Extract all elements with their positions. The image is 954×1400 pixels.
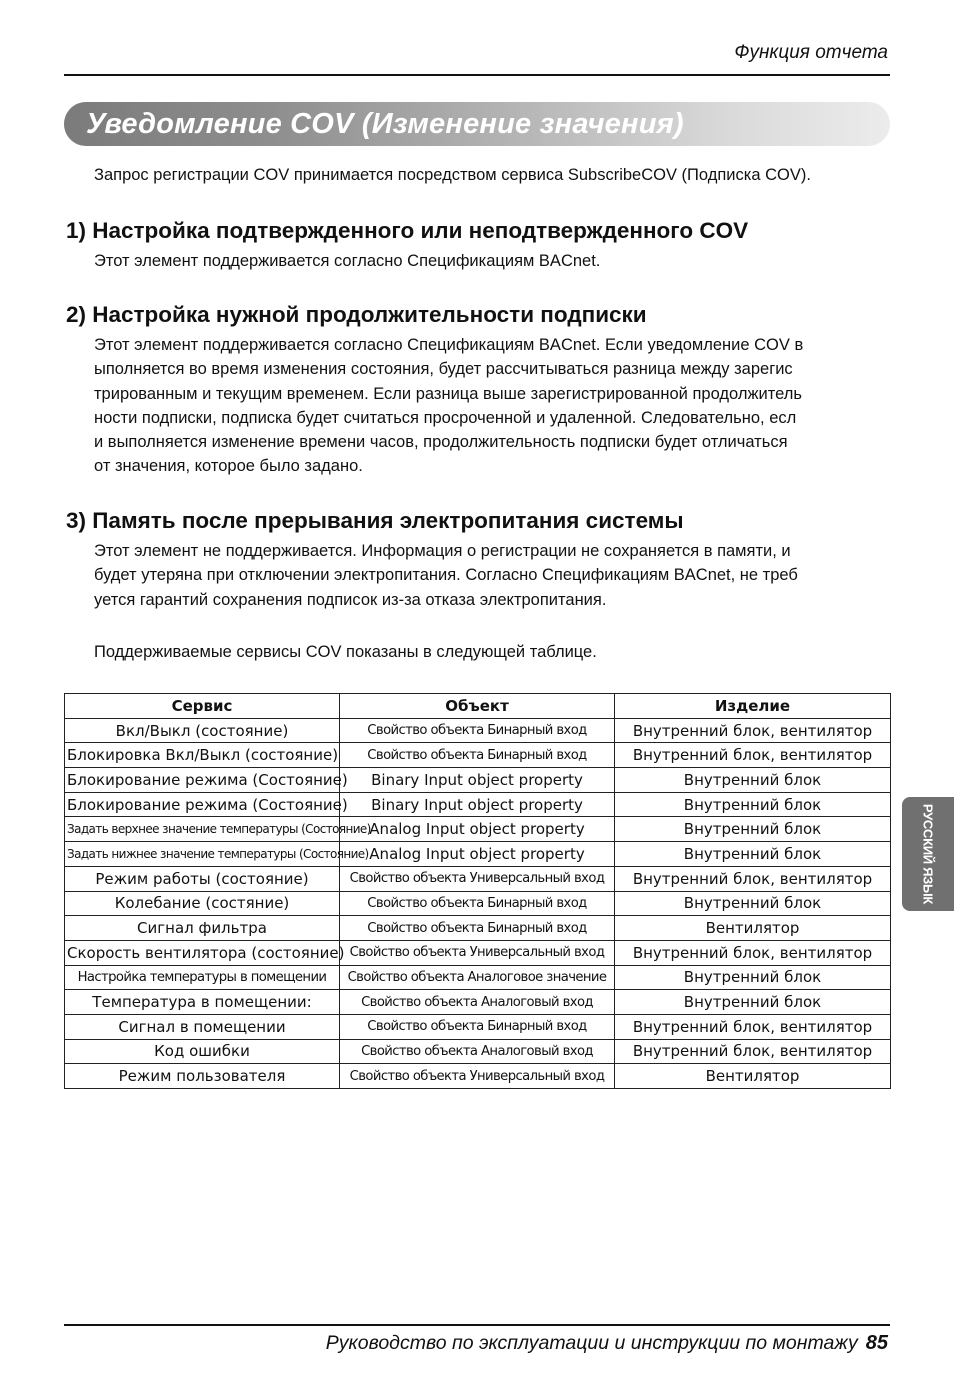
section-2-line: ности подписки, подписка будет считаться просроченной и удаленной. Следовательно, есл	[94, 408, 797, 427]
product-cell: Внутренний блок	[615, 891, 891, 916]
footer	[300, 1332, 888, 1355]
table-row	[65, 1039, 891, 1064]
service-cell: Блокирование режима (Состояние)	[65, 792, 340, 817]
table-row	[65, 990, 891, 1015]
section-3-body	[94, 539, 894, 612]
table-row	[65, 866, 891, 891]
section-3-heading: 3) Память после прерывания электропитания системы	[66, 508, 684, 533]
service-cell: Режим пользователя	[65, 1064, 340, 1089]
table-header-row	[65, 694, 891, 719]
object-cell: Binary Input object property	[340, 792, 615, 817]
table-row	[65, 1064, 891, 1089]
running-header: Функция отчета	[734, 42, 888, 63]
column-header-product: Изделие	[615, 694, 891, 719]
product-cell: Внутренний блок, вентилятор	[615, 940, 891, 965]
table-row	[65, 718, 891, 743]
service-cell: Блокирование режима (Состояние)	[65, 768, 340, 793]
table-row	[65, 743, 891, 768]
banner-title: Уведомление COV (Изменение значения)	[86, 108, 684, 140]
product-cell: Внутренний блок, вентилятор	[615, 718, 891, 743]
page-number: 85	[865, 1332, 888, 1354]
product-cell: Внутренний блок	[615, 792, 891, 817]
product-cell: Внутренний блок	[615, 768, 891, 793]
table-row	[65, 916, 891, 941]
section-3-line: Этот элемент не поддерживается. Информация о регистрации не сохраняется в памяти, и	[94, 542, 791, 560]
object-cell: Свойство объекта Аналоговый вход	[340, 1039, 615, 1064]
service-cell: Температура в помещении:	[65, 990, 340, 1015]
product-cell: Вентилятор	[615, 916, 891, 941]
footer-rule	[64, 1324, 890, 1326]
service-cell: Вкл/Выкл (состояние)	[65, 718, 340, 743]
product-cell: Внутренний блок, вентилятор	[615, 1039, 891, 1064]
service-cell: Настройка температуры в помещении	[65, 965, 340, 990]
object-cell: Свойство объекта Аналоговый вход	[340, 990, 615, 1015]
table-row	[65, 817, 891, 842]
section-1-line: Этот элемент поддерживается согласно Спецификациям BACnet.	[94, 252, 601, 270]
object-cell: Свойство объекта Универсальный вход	[340, 866, 615, 891]
service-cell: Блокировка Вкл/Выкл (состояние)	[65, 743, 340, 768]
section-3-line: будет утеряна при отключении электропитания. Согласно Спецификациям BACnet, не треб	[94, 566, 798, 585]
product-cell: Внутренний блок	[615, 965, 891, 990]
product-cell: Внутренний блок, вентилятор	[615, 743, 891, 768]
section-2-line: от значения, которое было задано.	[94, 457, 363, 476]
section-2-line: и выполняется изменение времени часов, продолжительность подписки будет отличаться	[94, 433, 788, 452]
language-side-tab	[902, 797, 954, 911]
column-header-object: Объект	[340, 694, 615, 719]
service-cell: Колебание (состяние)	[65, 891, 340, 916]
table-row	[65, 1014, 891, 1039]
column-header-service: Сервис	[65, 694, 340, 719]
object-cell: Analog Input object property	[340, 842, 615, 867]
intro-paragraph: Запрос регистрации COV принимается посредством сервиса SubscribeCOV (Подписка COV).	[94, 166, 811, 184]
table-row	[65, 891, 891, 916]
header-rule	[64, 74, 890, 76]
table-row	[65, 965, 891, 990]
object-cell: Свойство объекта Аналоговое значение	[340, 965, 615, 990]
object-cell: Binary Input object property	[340, 768, 615, 793]
object-cell: Свойство объекта Бинарный вход	[340, 891, 615, 916]
product-cell: Внутренний блок, вентилятор	[615, 1014, 891, 1039]
section-2-body	[94, 333, 894, 479]
service-cell: Сигнал фильтра	[65, 916, 340, 941]
table-intro: Поддерживаемые сервисы COV показаны в следующей таблице.	[94, 643, 597, 661]
service-cell: Сигнал в помещении	[65, 1014, 340, 1039]
object-cell: Свойство объекта Универсальный вход	[340, 1064, 615, 1089]
object-cell: Свойство объекта Бинарный вход	[340, 743, 615, 768]
section-2-line: трированным и текущим временем. Если разница выше зарегистрированной продолжитель	[94, 384, 802, 403]
section-2-line: ыполняется во время изменения состояния, будет рассчитываться разница между зарегис	[94, 360, 793, 379]
service-cell: Задать верхнее значение температуры (Состояние)	[65, 817, 340, 842]
product-cell: Внутренний блок	[615, 842, 891, 867]
section-1-body	[94, 249, 894, 273]
product-cell: Внутренний блок, вентилятор	[615, 866, 891, 891]
table-row	[65, 768, 891, 793]
product-cell: Внутренний блок	[615, 990, 891, 1015]
product-cell: Вентилятор	[615, 1064, 891, 1089]
object-cell: Свойство объекта Бинарный вход	[340, 718, 615, 743]
table-row	[65, 940, 891, 965]
table-row	[65, 842, 891, 867]
object-cell: Свойство объекта Бинарный вход	[340, 916, 615, 941]
cov-services-table	[64, 693, 891, 1089]
section-2-line: Этот элемент поддерживается согласно Спецификациям BACnet. Если уведомление COV в	[94, 336, 804, 354]
section-banner	[64, 102, 890, 146]
table-row	[65, 792, 891, 817]
section-1-heading: 1) Настройка подтвержденного или неподтвержденного COV	[66, 218, 749, 243]
section-3-line: уется гарантий сохранения подписок из-за отказа электропитания.	[94, 590, 607, 609]
section-2-heading: 2) Настройка нужной продолжительности подписки	[66, 302, 647, 327]
service-cell: Скорость вентилятора (состояние)	[65, 940, 340, 965]
object-cell: Analog Input object property	[340, 817, 615, 842]
footer-title: Руководство по эксплуатации и инструкции по монтажу	[325, 1332, 858, 1354]
product-cell: Внутренний блок	[615, 817, 891, 842]
service-cell: Код ошибки	[65, 1039, 340, 1064]
service-cell: Задать нижнее значение температуры (Состояние)	[65, 842, 340, 867]
language-label: РУССКИЙ ЯЗЫК	[920, 803, 936, 905]
object-cell: Свойство объекта Универсальный вход	[340, 940, 615, 965]
service-cell: Режим работы (состояние)	[65, 866, 340, 891]
object-cell: Свойство объекта Бинарный вход	[340, 1014, 615, 1039]
